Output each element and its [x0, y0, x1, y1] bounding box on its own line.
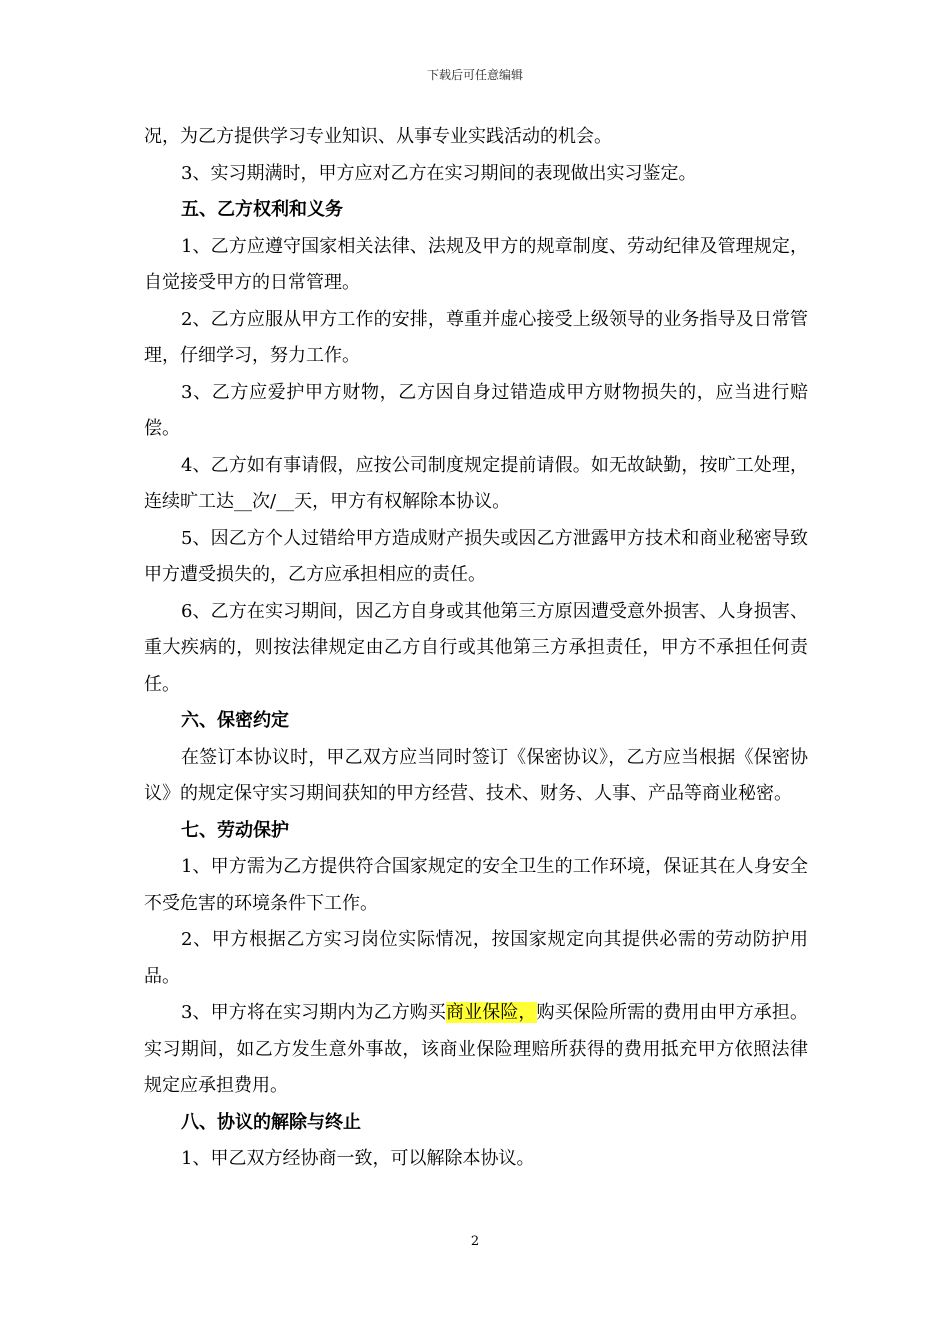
paragraph: 1、甲乙双方经协商一致，可以解除本协议。 — [181, 1148, 535, 1169]
paragraph: 1、甲方需为乙方提供符合国家规定的安全卫生的工作环境，保证其在人身安全不受危害的环境条件下工作。 — [144, 856, 808, 914]
page-header: 下载后可任意编辑 — [426, 68, 523, 82]
paragraph: 4、乙方如有事请假，应按公司制度规定提前请假。如无故缺勤，按旷工处理，连续旷工达__次/__天，甲方有权解除本协议。 — [144, 454, 808, 512]
paragraph: 3、乙方应爱护甲方财物，乙方因自身过错造成甲方财物损失的，应当进行赔偿。 — [144, 381, 808, 439]
document-body — [144, 119, 808, 1178]
section-heading: 八、协议的解除与终止 — [181, 1111, 361, 1133]
section-heading: 七、劳动保护 — [181, 819, 289, 841]
paragraph-insurance — [144, 995, 808, 1105]
paragraph: 6、乙方在实习期间，因乙方自身或其他第三方原因遭受意外损害、人身损害、重大疾病的，则按法律规定由乙方自行或其他第三方承担责任，甲方不承担任何责任。 — [144, 600, 808, 695]
paragraph-text: 购买保险所需的费用由甲方承担。实习期间，如乙方发生意外事故，该商业保险理赔所获得的费用抵充甲方依照法律规定应承担费用。 — [144, 1002, 809, 1096]
paragraph: 2、乙方应服从甲方工作的安排，尊重并虚心接受上级领导的业务指导及日常管理，仔细学习，努力工作。 — [144, 308, 808, 366]
paragraph: 5、因乙方个人过错给甲方造成财产损失或因乙方泄露甲方技术和商业秘密导致甲方遭受损失的，乙方应承担相应的责任。 — [144, 527, 808, 585]
section-heading: 六、保密约定 — [181, 710, 289, 731]
section-heading: 五、乙方权利和义务 — [181, 199, 343, 220]
paragraph-text: 3、甲方将在实习期内为乙方购买 — [181, 1002, 447, 1023]
paragraph: 3、实习期满时，甲方应对乙方在实习期间的表现做出实习鉴定。 — [181, 162, 697, 184]
page-number: 2 — [470, 1234, 480, 1249]
paragraph: 2、甲方根据乙方实习岗位实际情况，按国家规定向其提供必需的劳动防护用品。 — [144, 929, 808, 987]
paragraph: 1、乙方应遵守国家相关法律、法规及甲方的规章制度、劳动纪律及管理规定，自觉接受甲方的日常管理。 — [144, 235, 808, 293]
paragraph: 况，为乙方提供学习专业知识、从事专业实践活动的机会。 — [144, 126, 612, 147]
highlighted-text: 商业保险， — [446, 1002, 537, 1023]
paragraph: 在签订本协议时，甲乙双方应当同时签订《保密协议》，乙方应当根据《保密协议》的规定保守实习期间获知的甲方经营、技术、财务、人事、产品等商业秘密。 — [144, 746, 808, 804]
